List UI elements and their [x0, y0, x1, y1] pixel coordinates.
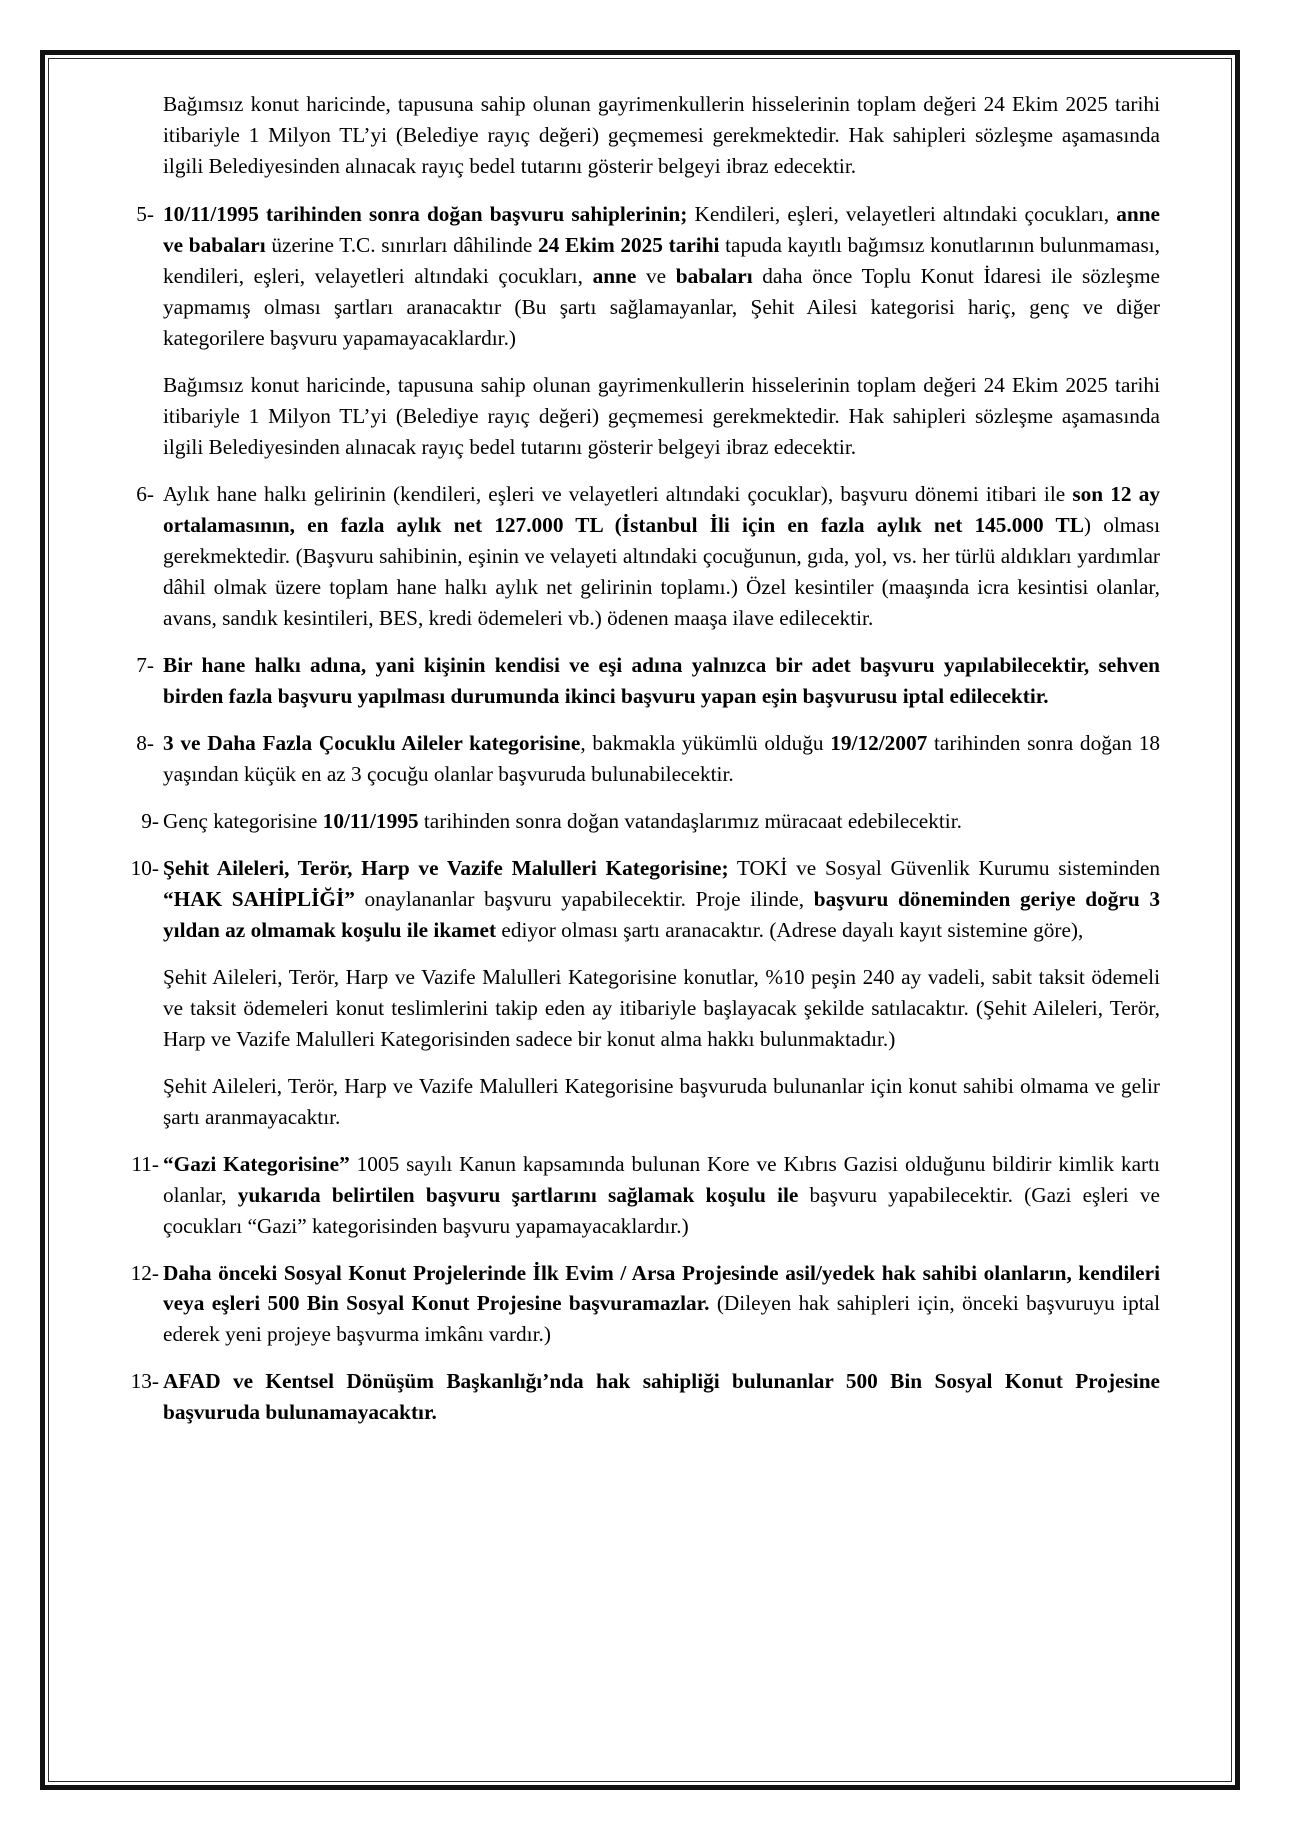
list-item-5 — [115, 199, 1160, 463]
list-item-12 — [115, 1258, 1160, 1351]
list-item-8-text — [163, 728, 1160, 790]
list-item-6-text — [163, 479, 1160, 634]
item10-part-d: onaylananlar başvuru yapabilecektir. Proje ilinde, — [354, 886, 814, 911]
item6-part-c: ) olması gerekmektedir. (Başvuru sahibinin, eşinin ve velayeti altındaki çocuğunun, gıda, yol, vs. her türlü aldıkları yardımlar dâhil olmak üzere toplam hane halkı aylık net gelirinin toplamı.) Özel kesintiler (maaşında icra kesintisi olanlar, avans, sandık kesintileri, BES, kredi ödemeleri vb.) ödenen maaşa ilave edilecektir. — [163, 512, 1160, 630]
list-item-5-text — [163, 199, 1160, 354]
item11-part-d: başvuru yapabilecektir. (Gazi eşleri ve çocukları “Gazi” kategorisinden başvuru yapamayacaklardır.) — [163, 1182, 1161, 1238]
list-marker-6: 6- — [136, 481, 154, 506]
list-item-8 — [115, 728, 1160, 790]
item5-part-g: ve — [636, 263, 676, 288]
list-item-12-text — [163, 1258, 1160, 1351]
list-item-9 — [115, 806, 1160, 837]
item8-part-d: tarihinden sonra doğan 18 yaşından küçük en az 3 çocuğu olanlar başvuruda bulunabilecektir. — [163, 730, 1160, 786]
list-item-12-body — [163, 1258, 1160, 1351]
list-item-13-body — [163, 1366, 1160, 1428]
item5-part-e: tapuda kayıtlı bağımsız konutlarının bulunmaması, kendileri, eşleri, velayetleri altındaki çocukları, — [163, 232, 1161, 288]
list-item-5-sub-paragraph: Bağımsız konut haricinde, tapusuna sahip olunan gayrimenkullerin hisselerinin toplam değeri 24 Ekim 2025 tarihi itibariyle 1 Milyon TL’yi (Belediye rayıç değeri) geçmemesi gerekmektedir. Hak sahipleri sözleşme aşamasında ilgili Belediyesinden alınacak rayıç bedel tutarını gösterir belgeyi ibraz edecektir. — [163, 372, 1160, 459]
list-item-10-sub-paragraph-1: Şehit Aileleri, Terör, Harp ve Vazife Malulleri Kategorisine konutlar, %10 peşin 240 ay vadeli, sabit taksit ödemeli ve taksit ödemeleri konut teslimlerini takip eden ay itibariyle başlayacak şekilde satılacaktır. (Şehit Aileleri, Terör, Harp ve Vazife Malulleri Kategorisinden sadece bir konut alma hakkı bulunmaktadır.) — [163, 964, 1160, 1051]
item11-part-b: 1005 sayılı Kanun kapsamında bulunan Kore ve Kıbrıs Gazisi olduğunu bildirir kimlik kartı olanlar, — [163, 1151, 1160, 1207]
item5-part-i: daha önce Toplu Konut İdaresi ile sözleşme yapmamış olması şartları aranacaktır (Bu şartı sağlamayanlar, Şehit Ailesi kategorisi hariç, genç ve diğer kategorilere başvuru yapamayacaklardır.) — [163, 263, 1161, 350]
list-item-10-sub-paragraph-2: Şehit Aileleri, Terör, Harp ve Vazife Malulleri Kategorisine başvuruda bulunanlar için konut sahibi olmama ve gelir şartı aranmayacaktır. — [163, 1073, 1160, 1129]
list-marker-11: 11- — [131, 1151, 159, 1176]
list-item-11 — [115, 1149, 1160, 1242]
list-item-7-body — [163, 650, 1160, 712]
item9-part-a: Genç kategorisine — [163, 808, 323, 833]
item5-bold-d: 24 Ekim 2025 tarihi — [538, 232, 720, 257]
document-content — [115, 89, 1160, 1444]
item6-bold-b: son 12 ay ortalamasının, en fazla aylık net 127.000 TL (İstanbul İli için en fazla aylık net 145.000 TL — [163, 481, 1160, 537]
list-item-7-text: Bir hane halkı adına, yani kişinin kendisi ve eşi adına yalnızca bir adet başvuru yapılabilecektir, sehven birden fazla başvuru yapılması durumunda ikinci başvuru yapan eşin başvurusu iptal edilecektir. — [163, 652, 1160, 708]
item10-bold-e: başvuru döneminden geriye doğru 3 yıldan az olmamak koşulu ile ikamet — [163, 886, 1160, 942]
item10-bold-a: Şehit Aileleri, Terör, Harp ve Vazife Malulleri Kategorisine; — [163, 855, 729, 880]
item9-part-c: tarihinden sonra doğan vatandaşlarımız müracaat edebilecektir. — [418, 808, 962, 833]
item6-part-a: Aylık hane halkı gelirinin (kendileri, eşleri ve velayetleri altındaki çocuklar), başvuru dönemi itibari ile — [163, 481, 1073, 506]
list-item-10-text — [163, 853, 1160, 946]
item10-bold-c: “HAK SAHİPLİĞİ” — [163, 886, 355, 911]
list-marker-7: 7- — [136, 652, 154, 677]
list-item-10-body — [163, 853, 1160, 1133]
list-item-6-body — [163, 479, 1160, 634]
item12-part-b: (Dileyen hak sahipleri için, önceki başvuruyu iptal ederek yeni projeye başvurma imkânı vardır.) — [163, 1291, 1161, 1347]
item5-part-a: Kendileri, eşleri, velayetleri altındaki çocukları, — [687, 201, 1117, 226]
list-marker-9: 9- — [141, 808, 159, 833]
list-marker-5: 5- — [136, 201, 154, 226]
item5-part-c: üzerine T.C. sınırları dâhilinde — [265, 232, 539, 257]
list-item-11-body — [163, 1149, 1160, 1242]
item11-bold-a: “Gazi Kategorisine” — [163, 1151, 350, 1176]
item8-bold-c: 19/12/2007 — [830, 730, 928, 755]
list-item-9-text — [163, 806, 1160, 837]
item9-bold-b: 10/11/1995 — [322, 808, 419, 833]
item5-bold-h: babaları — [675, 263, 753, 288]
item8-bold-a: 3 ve Daha Fazla Çocuklu Aileler kategorisine — [163, 730, 581, 755]
list-item-13 — [115, 1366, 1160, 1428]
intro-paragraph: Bağımsız konut haricinde, tapusuna sahip olunan gayrimenkullerin hisselerinin toplam değeri 24 Ekim 2025 tarihi itibariyle 1 Milyon TL’yi (Belediye rayıç değeri) geçmemesi gerekmektedir. Hak sahipleri sözleşme aşamasında ilgili Belediyesinden alınacak rayıç bedel tutarını gösterir belgeyi ibraz edecektir. — [163, 92, 1160, 178]
list-marker-10: 10- — [130, 855, 159, 880]
list-marker-13: 13- — [130, 1369, 159, 1394]
list-item-5-body — [163, 199, 1160, 463]
list-item-8-body — [163, 728, 1160, 790]
list-item-6 — [115, 479, 1160, 634]
item5-bold-f: anne — [592, 263, 637, 288]
list-item-11-text — [163, 1149, 1160, 1242]
item11-bold-c: yukarıda belirtilen başvuru şartlarını sağlamak koşulu ile — [237, 1182, 799, 1207]
item12-bold-a: Daha önceki Sosyal Konut Projelerinde İlk Evim / Arsa Projesinde asil/yedek hak sahibi olanların, kendileri veya eşleri 500 Bin Sosyal Konut Projesine başvuramazlar. — [163, 1260, 1160, 1316]
list-item-13-text: AFAD ve Kentsel Dönüşüm Başkanlığı’nda hak sahipliği bulunanlar 500 Bin Sosyal Konut Projesine başvuruda bulunamayacaktır. — [163, 1369, 1160, 1425]
list-marker-12: 12- — [130, 1260, 159, 1285]
item5-bold-b: anne ve babaları — [163, 201, 1160, 257]
item8-part-b: , bakmakla yükümlü olduğu — [580, 730, 831, 755]
item5-lead-bold: 10/11/1995 tarihinden sonra doğan başvuru sahiplerinin; — [163, 201, 688, 226]
list-marker-8: 8- — [136, 730, 154, 755]
item10-part-f: ediyor olması şartı aranacaktır. (Adrese dayalı kayıt sistemine göre), — [496, 917, 1084, 942]
list-item-10 — [115, 853, 1160, 1133]
list-item-7 — [115, 650, 1160, 712]
page-border-frame — [40, 50, 1240, 1790]
item10-part-b: TOKİ ve Sosyal Güvenlik Kurumu sisteminden — [728, 855, 1161, 880]
list-item-9-body — [163, 806, 1160, 837]
